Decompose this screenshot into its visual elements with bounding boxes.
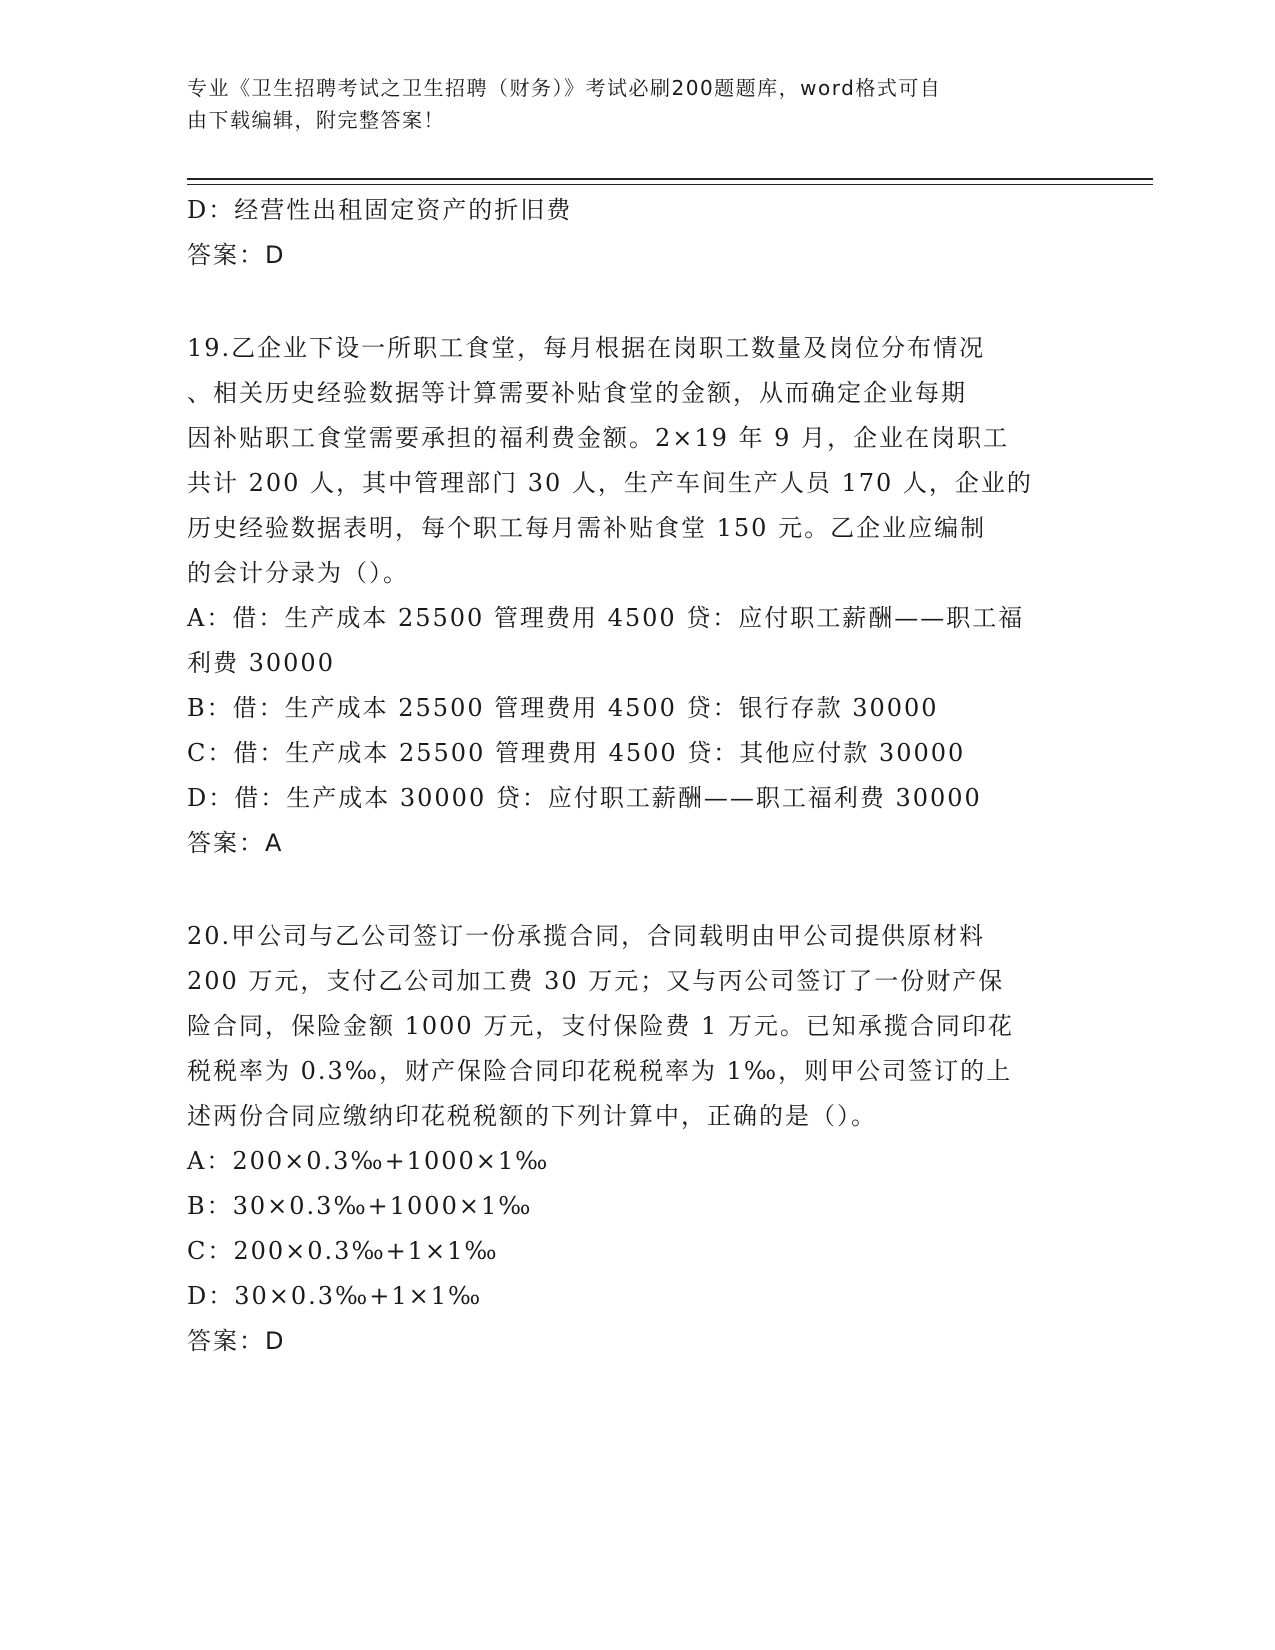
q20-option-a: A：200×0.3‰+1000×1‰ [187,1147,550,1175]
q19-option-a-cont: 利费 30000 [187,649,335,677]
q20-option-d: D：30×0.3‰+1×1‰ [187,1282,483,1310]
q19-option-c: C：借：生产成本 25500 管理费用 4500 贷：其他应付款 30000 [187,739,966,767]
document-header [187,72,1067,136]
q19-option-d: D：借：生产成本 30000 贷：应付职工薪酬——职工福利费 30000 [187,784,982,812]
q19-option-a: A：借：生产成本 25500 管理费用 4500 贷：应付职工薪酬——职工福 [187,604,1025,632]
q20-option-b: B：30×0.3‰+1000×1‰ [187,1192,533,1220]
spacer [187,866,1087,914]
q19-answer: 答案：A [187,829,284,857]
q19-stem-line: 、相关历史经验数据等计算需要补贴食堂的金额，从而确定企业每期 [187,379,967,407]
q20-stem-line: 20.甲公司与乙公司签订一份承揽合同，合同载明由甲公司提供原材料 [187,922,986,950]
q19-stem-line: 的会计分录为（）。 [187,559,409,587]
prev-answer: 答案：D [187,241,286,269]
q19-option-b: B：借：生产成本 25500 管理费用 4500 贷：银行存款 30000 [187,694,939,722]
q19-stem-line: 19.乙企业下设一所职工食堂，每月根据在岗职工数量及岗位分布情况 [187,334,986,362]
q20-stem-line: 200 万元，支付乙公司加工费 30 万元；又与丙公司签订了一份财产保 [187,967,1005,995]
question-19 [187,326,1087,866]
q20-answer: 答案：D [187,1327,286,1355]
q19-stem-line: 历史经验数据表明，每个职工每月需补贴食堂 150 元。乙企业应编制 [187,514,987,542]
q20-stem-line: 险合同，保险金额 1000 万元，支付保险费 1 万元。已知承揽合同印花 [187,1012,1014,1040]
header-divider-thin [187,184,1153,185]
header-line-1: 专业《卫生招聘考试之卫生招聘（财务）》考试必刷200题题库，word格式可自 [187,76,942,100]
q20-stem-line: 述两份合同应缴纳印花税税额的下列计算中，正确的是（）。 [187,1102,877,1130]
header-divider-thick [187,178,1153,180]
prev-option-d: D：经营性出租固定资产的折旧费 [187,196,573,224]
header-line-2: 由下载编辑，附完整答案！ [187,108,445,132]
q19-stem-line: 共计 200 人，其中管理部门 30 人，生产车间生产人员 170 人，企业的 [187,469,1033,497]
q20-stem-line: 税税率为 0.3‰，财产保险合同印花税税率为 1‰，则甲公司签订的上 [187,1057,1013,1085]
spacer [187,278,1087,326]
question-20 [187,914,1087,1364]
q20-option-c: C：200×0.3‰+1×1‰ [187,1237,499,1265]
q19-stem-line: 因补贴职工食堂需要承担的福利费金额。2×19 年 9 月，企业在岗职工 [187,424,1010,452]
question-content [187,188,1087,1364]
